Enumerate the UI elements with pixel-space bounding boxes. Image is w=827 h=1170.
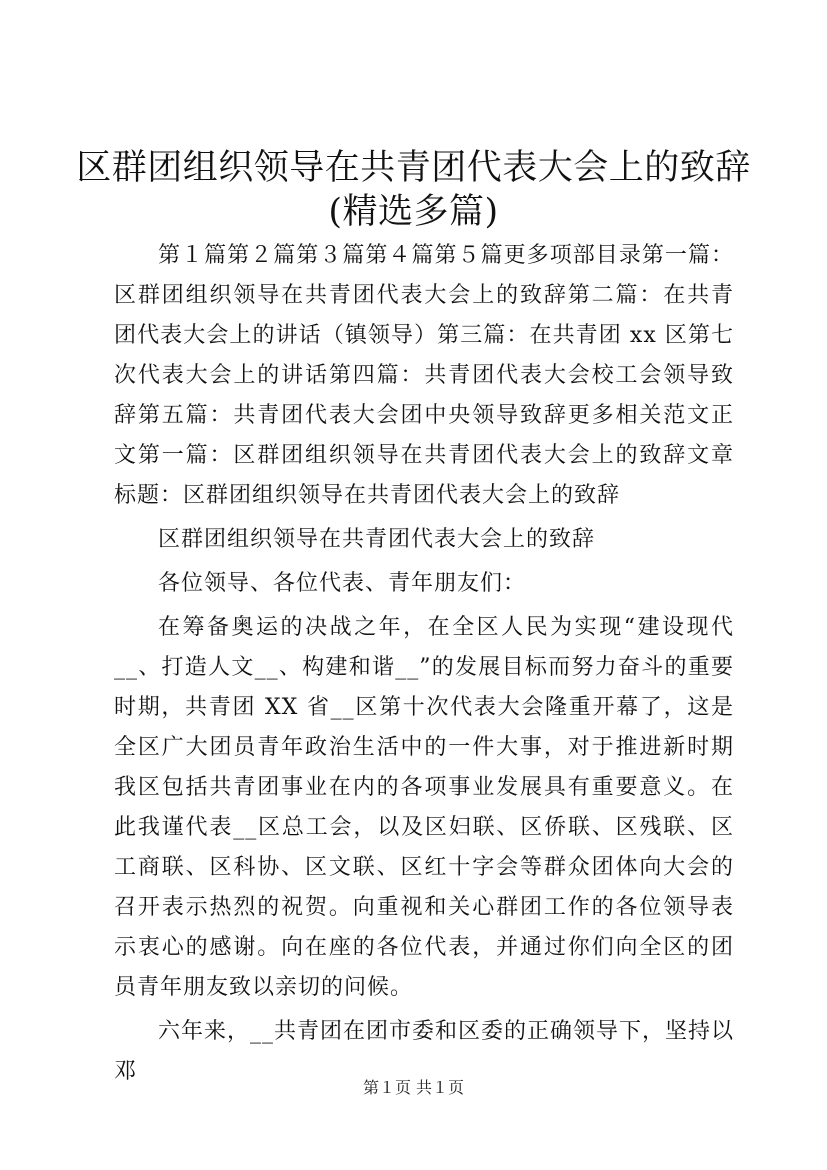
document-title: 区群团组织领导在共青团代表大会上的致辞 xyxy=(76,148,751,188)
body-paragraph: 在筹备奥运的决战之年，在全区人民为实现“建设现代__、打造人文__、构建和谐__”的发展目标而努力奋斗的重要时期，共青团 XX 省__区第十次代表大会隆重开幕了，这是全区广大团员青年政治生活中的一件大事，对于推进新时期我区包括共青团事业在内的各项事业发展具有重要意义。在此我谨代表__区总工会，以及区妇联、区侨联、区残联、区工商联、区科协、区文联、区红十字会等群众团体向大会的召开表示热烈的祝贺。向重视和关心群团工作的各位领导表示衷心的感谢。向在座的各位代表，并通过你们向全区的团员青年朋友致以亲切的问候。 xyxy=(114,615,734,1000)
body-paragraph: 六年来，__共青团在团市委和区委的正确领导下，坚持以邓 xyxy=(114,1019,735,1084)
document-body xyxy=(114,236,734,1092)
article-heading-paragraph: 区群团组织领导在共青团代表大会上的致辞 xyxy=(158,527,596,552)
page-number-footer: 第１页 共１页 xyxy=(362,1078,465,1097)
document-subtitle: (精选多篇) xyxy=(328,192,499,232)
salutation-paragraph: 各位领导、各位代表、青年朋友们： xyxy=(158,571,527,596)
table-of-contents-paragraph: 第１篇第２篇第３篇第４篇第５篇更多项部目录第一篇：区群团组织领导在共青团代表大会上的致辞第二篇：在共青团代表大会上的讲话（镇领导）第三篇：在共青团 xx 区第七次代表大会上的讲话第四篇：共青团代表大会校工会领导致辞第五篇：共青团代表大会团中央领导致辞更多相关范文正文第一篇：区群团组织领导在共青团代表大会上的致辞文章标题：区群团组织领导在共青团代表大会上的致辞 xyxy=(114,243,734,508)
